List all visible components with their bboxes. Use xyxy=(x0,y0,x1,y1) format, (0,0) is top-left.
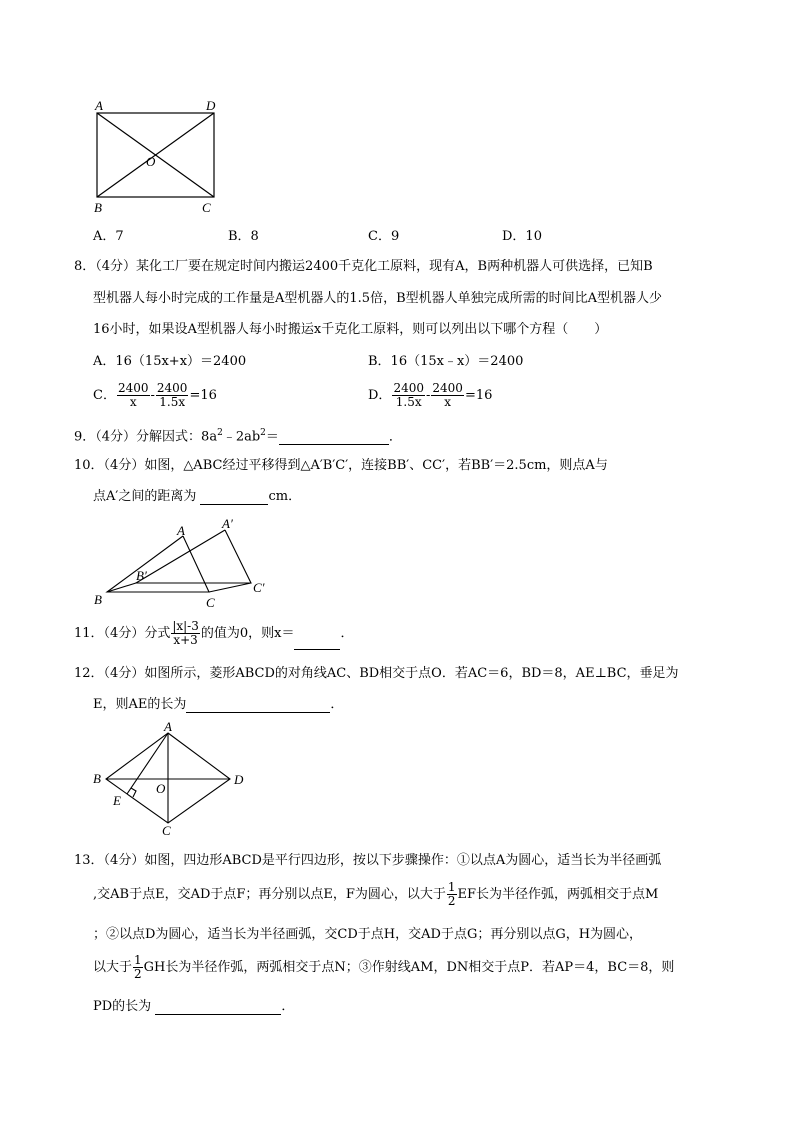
label-a-rh: A xyxy=(164,719,172,734)
label-b2-tri: B′ xyxy=(136,568,147,583)
q8-line1: 8．（4分）某化工厂要在规定时间内搬运2400千克化工原料，现有A，B两种机器人可供选择，已知B xyxy=(74,259,653,274)
q7-option-b: B．8 xyxy=(228,229,259,244)
label-b: B xyxy=(94,200,102,215)
frac-den: x xyxy=(129,395,137,409)
q11-fraction xyxy=(171,620,200,647)
q8-option-a: A．16（15x+x）＝2400 xyxy=(93,354,247,369)
q11-prefix: 11．（4分）分式 xyxy=(74,626,171,641)
diagonal-bd xyxy=(97,113,214,197)
q12-line1: 12．（4分）如图所示，菱形ABCD的对角线AC、BD相交于点O．若AC＝6，BD＝8，AE⊥BC，垂足为 xyxy=(74,666,679,681)
q13-line4-b: GH长为半径作弧，两弧相交于点N；③作射线AM，DN相交于点P．若AP＝4，BC＝8，则 xyxy=(143,960,675,975)
q8-c-label: C． xyxy=(93,388,116,403)
q12-prefix: E，则AE的长为 xyxy=(93,697,187,712)
label-o: O xyxy=(146,154,156,169)
label-d-rh: D xyxy=(234,772,244,787)
label-b-rh: B xyxy=(93,771,101,786)
q13-line2-b: EF长为半径作弧，两弧相交于点M xyxy=(457,887,659,902)
frac-den: 1.5x xyxy=(159,395,186,409)
q7-option-a: A．7 xyxy=(93,229,124,244)
q13-half-1 xyxy=(447,881,457,908)
q12-answer-blank[interactable] xyxy=(186,697,330,713)
q13-half-2 xyxy=(133,954,143,981)
q8-c-minus: - xyxy=(150,388,155,403)
triangle-a2b2c2 xyxy=(136,530,251,583)
q13-line2 xyxy=(93,880,658,910)
q11-suffix: 的值为0，则x＝ xyxy=(200,626,295,641)
frac-den: 2 xyxy=(134,967,142,981)
q8-option-d xyxy=(368,380,492,412)
frac-den: 1.5x xyxy=(395,395,422,409)
q9-line xyxy=(74,426,402,445)
label-a-tri: A xyxy=(177,523,185,538)
frac-num: 2400 xyxy=(432,381,463,395)
frac-den: x+3 xyxy=(173,633,198,647)
q10-line1: 10．（4分）如图，△ABC经过平移得到△A′B′C′，连接BB′、CC′，若BB′＝2.5cm，则点A与 xyxy=(74,458,608,473)
q11-line xyxy=(74,619,354,650)
frac-num: |x|-3 xyxy=(172,619,199,633)
q8-line3: 16小时，如果设A型机器人每小时搬运x千克化工原料，则可以列出以下哪个方程（ ） xyxy=(93,322,608,337)
frac-den: x xyxy=(444,395,452,409)
q7-option-c: C．9 xyxy=(368,229,400,244)
q13-line1: 13．（4分）如图，四边形ABCD是平行四边形，按以下步骤操作：①以点A为圆心，适当长为半径画弧 xyxy=(74,853,662,868)
label-o-rh: O xyxy=(156,781,166,796)
frac-num: 2400 xyxy=(156,381,188,395)
frac-num: 1 xyxy=(447,880,456,894)
q12-end: ． xyxy=(330,697,344,712)
q10-unit: cm． xyxy=(268,489,302,504)
altitude-ae xyxy=(127,733,168,794)
q9-answer-blank[interactable] xyxy=(279,429,389,445)
q8-option-c xyxy=(93,380,217,412)
q8-d-label: D． xyxy=(368,388,392,403)
right-angle-mark xyxy=(131,788,136,797)
q8-d-frac2 xyxy=(431,382,464,409)
label-e-rh: E xyxy=(113,793,121,808)
q8-d-frac1 xyxy=(392,382,425,409)
q10-prefix: 点A′之间的距离为 xyxy=(93,489,197,504)
q13-line2-a: ,交AB于点E，交AD于点F；再分别以点E，F为圆心，以大于 xyxy=(93,887,446,902)
label-c2-tri: C′ xyxy=(253,580,265,595)
q13-line5 xyxy=(93,999,294,1015)
q9-suffix: ＝ xyxy=(265,429,279,445)
q10-answer-blank[interactable] xyxy=(200,489,268,505)
q9-sup1: 2 xyxy=(217,428,223,438)
q9-sup2: 2 xyxy=(260,428,266,438)
segment-cc2 xyxy=(209,583,251,592)
q8-d-rhs: =16 xyxy=(464,388,493,403)
q13-line4 xyxy=(93,953,674,983)
label-b-tri: B xyxy=(94,592,102,607)
q7-option-d: D．10 xyxy=(502,229,542,244)
q9-end: ． xyxy=(388,429,402,445)
label-c: C xyxy=(202,200,211,215)
q8-c-rhs: =16 xyxy=(189,388,217,403)
q13-line3: ；②以点D为圆心，适当长为半径画弧，交CD于点H，交AD于点G；再分别以点G，H为圆心， xyxy=(93,927,643,942)
label-d: D xyxy=(206,98,216,113)
label-c-tri: C xyxy=(206,595,215,610)
triangle-abc xyxy=(107,536,209,592)
q13-line4-a: 以大于 xyxy=(93,960,133,975)
q11-answer-blank[interactable] xyxy=(294,619,340,650)
frac-num: 2400 xyxy=(393,381,424,395)
q12-line2 xyxy=(93,697,343,713)
label-a2-tri: A′ xyxy=(222,516,233,531)
label-a: A xyxy=(95,98,103,113)
segment-bb2 xyxy=(107,583,136,592)
q8-c-frac1 xyxy=(117,382,150,409)
q8-option-b: B．16（15x﹣x）＝2400 xyxy=(368,354,524,369)
q13-prefix: PD的长为 xyxy=(93,999,152,1014)
q9-mid: ﹣2ab xyxy=(222,429,261,445)
q13-end: ． xyxy=(281,999,295,1014)
frac-num: 2400 xyxy=(117,381,149,395)
frac-num: 1 xyxy=(134,953,142,967)
q10-line2 xyxy=(93,489,301,505)
q13-answer-blank[interactable] xyxy=(155,999,281,1015)
rhombus-abcd xyxy=(106,733,230,823)
label-c-rh: C xyxy=(162,823,171,838)
rectangle-abcd xyxy=(97,113,214,197)
q8-line2: 型机器人每小时完成的工作量是A型机器人的1.5倍，B型机器人单独完成所需的时间比A型机器人少 xyxy=(93,291,663,306)
q9-prefix: 9．（4分）分解因式：8a xyxy=(74,429,218,445)
q8-d-minus: - xyxy=(425,388,431,403)
frac-den: 2 xyxy=(447,894,456,908)
q8-c-frac2 xyxy=(156,382,189,409)
q11-end: ． xyxy=(340,626,354,641)
diagonal-ac xyxy=(97,113,214,197)
